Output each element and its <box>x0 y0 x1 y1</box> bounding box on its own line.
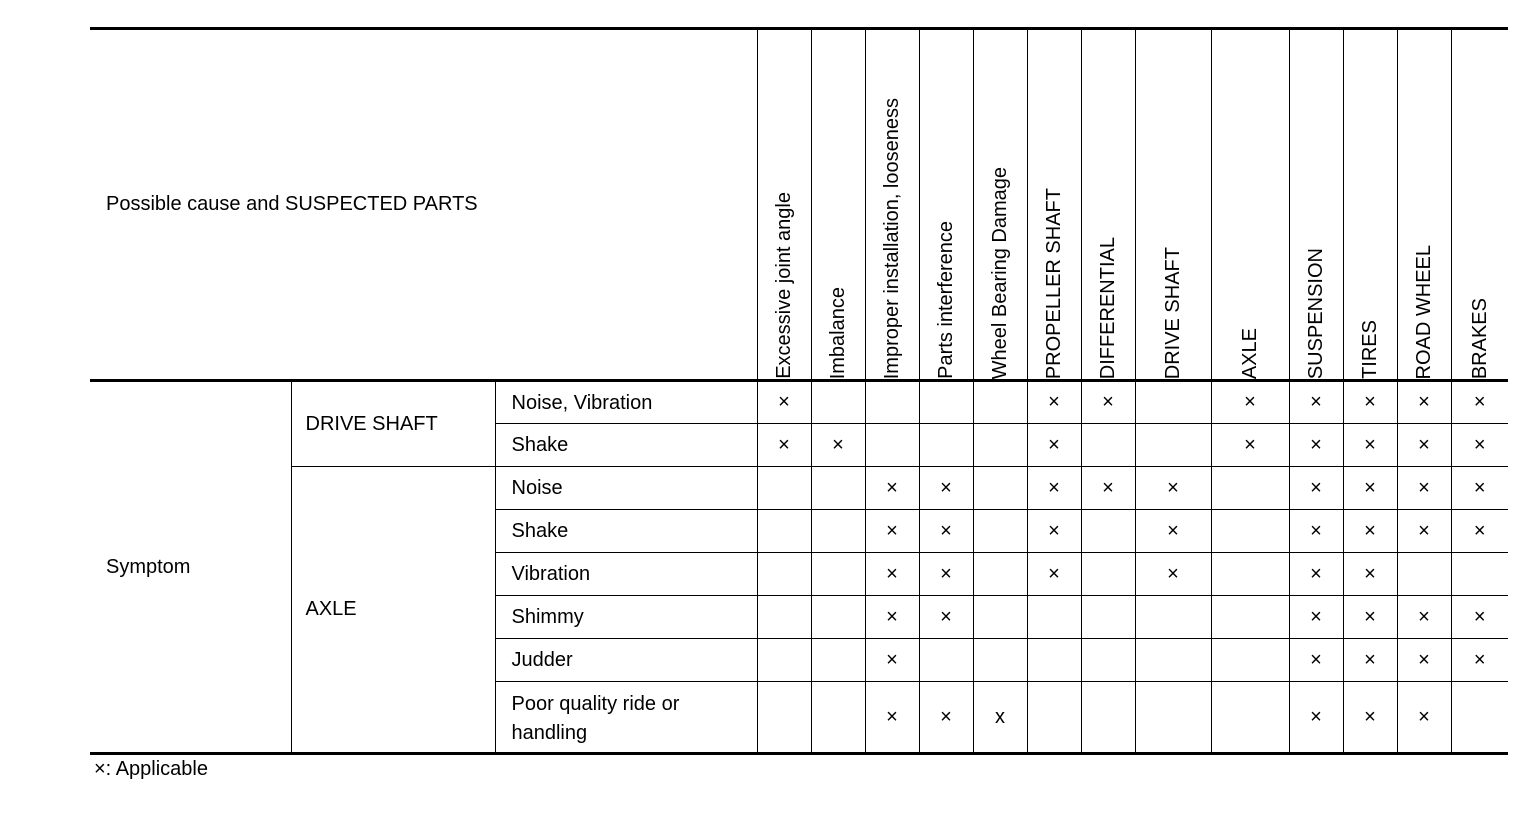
applicable-mark: × <box>865 467 919 510</box>
applicable-mark <box>1135 596 1211 639</box>
column-header-label: AXLE <box>1239 327 1262 379</box>
column-header-label: Parts interference <box>935 221 958 379</box>
applicable-mark <box>865 381 919 424</box>
applicable-mark <box>811 682 865 754</box>
applicable-mark: × <box>919 682 973 754</box>
column-header <box>1343 29 1397 381</box>
applicable-mark <box>973 381 1027 424</box>
header-row <box>90 29 1508 381</box>
header-title: Possible cause and SUSPECTED PARTS <box>90 29 757 381</box>
column-header-label: Imbalance <box>827 286 850 379</box>
applicable-mark: × <box>1451 510 1508 553</box>
applicable-mark <box>919 381 973 424</box>
applicable-mark: × <box>1451 424 1508 467</box>
table-row <box>90 381 1508 424</box>
applicable-mark <box>973 510 1027 553</box>
column-header-label: SUSPENSION <box>1305 247 1328 379</box>
column-header <box>1135 29 1211 381</box>
symptom-label: Shimmy <box>495 596 757 639</box>
applicable-mark: × <box>919 467 973 510</box>
applicable-mark: × <box>1451 381 1508 424</box>
applicable-mark: × <box>1397 424 1451 467</box>
column-header <box>1397 29 1451 381</box>
applicable-mark <box>757 639 811 682</box>
applicable-mark <box>1027 596 1081 639</box>
column-header-label: DRIVE SHAFT <box>1162 246 1185 379</box>
applicable-mark <box>865 424 919 467</box>
applicable-mark: x <box>973 682 1027 754</box>
applicable-mark: × <box>1211 424 1289 467</box>
applicable-mark <box>1081 553 1135 596</box>
column-header <box>1027 29 1081 381</box>
applicable-mark: × <box>1397 510 1451 553</box>
applicable-mark <box>1081 639 1135 682</box>
column-header <box>1211 29 1289 381</box>
column-header-label: TIRES <box>1359 320 1382 379</box>
applicable-mark: × <box>1135 510 1211 553</box>
diagnosis-table <box>90 27 1508 755</box>
applicable-mark <box>1211 596 1289 639</box>
applicable-mark: × <box>757 424 811 467</box>
symptom-label: Poor quality ride or handling <box>495 682 757 754</box>
column-header <box>757 29 811 381</box>
applicable-mark <box>811 639 865 682</box>
applicable-mark <box>811 553 865 596</box>
applicable-mark <box>1211 553 1289 596</box>
applicable-mark <box>811 467 865 510</box>
applicable-mark <box>757 596 811 639</box>
applicable-mark: × <box>1343 381 1397 424</box>
table-row <box>90 467 1508 510</box>
applicable-mark: × <box>865 553 919 596</box>
applicable-mark: × <box>1027 467 1081 510</box>
column-header-label: Improper installation, looseness <box>881 97 904 379</box>
applicable-mark: × <box>1289 596 1343 639</box>
applicable-mark <box>1135 381 1211 424</box>
applicable-mark: × <box>1343 424 1397 467</box>
applicable-mark: × <box>919 510 973 553</box>
applicable-mark: × <box>1289 510 1343 553</box>
applicable-mark: × <box>1289 553 1343 596</box>
column-header <box>865 29 919 381</box>
applicable-mark <box>1211 682 1289 754</box>
applicable-mark: × <box>1289 639 1343 682</box>
applicable-mark: × <box>1397 596 1451 639</box>
applicable-mark <box>1027 639 1081 682</box>
applicable-mark: × <box>1081 381 1135 424</box>
applicable-mark <box>757 553 811 596</box>
applicable-mark: × <box>811 424 865 467</box>
applicable-mark <box>1081 424 1135 467</box>
symptom-label: Judder <box>495 639 757 682</box>
column-header-label: DIFFERENTIAL <box>1097 236 1120 379</box>
applicable-mark <box>757 510 811 553</box>
applicable-mark <box>1081 596 1135 639</box>
applicable-mark: × <box>865 682 919 754</box>
applicable-mark <box>757 467 811 510</box>
applicable-mark <box>1397 553 1451 596</box>
applicable-mark: × <box>1397 381 1451 424</box>
applicable-mark: × <box>1451 467 1508 510</box>
applicable-mark: × <box>865 510 919 553</box>
applicable-mark: × <box>1027 424 1081 467</box>
applicable-mark <box>919 424 973 467</box>
applicable-mark <box>1027 682 1081 754</box>
column-header-label: Excessive joint angle <box>773 192 796 379</box>
applicable-mark: × <box>1397 639 1451 682</box>
applicable-mark: × <box>865 639 919 682</box>
applicable-mark: × <box>1397 467 1451 510</box>
table-body <box>90 381 1508 754</box>
applicable-mark <box>1081 682 1135 754</box>
applicable-mark <box>973 467 1027 510</box>
applicable-mark: × <box>865 596 919 639</box>
column-header-label: BRAKES <box>1468 297 1491 379</box>
applicable-mark <box>1451 553 1508 596</box>
applicable-mark <box>1211 467 1289 510</box>
symptom-label: Noise <box>495 467 757 510</box>
column-header <box>919 29 973 381</box>
applicable-mark: × <box>1289 467 1343 510</box>
applicable-mark: × <box>1397 682 1451 754</box>
applicable-mark: × <box>1211 381 1289 424</box>
applicable-mark: × <box>1343 596 1397 639</box>
group-label: DRIVE SHAFT <box>291 381 495 467</box>
applicable-mark: × <box>919 553 973 596</box>
column-header-label: ROAD WHEEL <box>1413 244 1436 379</box>
symptom-label: Shake <box>495 424 757 467</box>
applicable-mark <box>1135 639 1211 682</box>
applicable-mark <box>973 424 1027 467</box>
applicable-mark: × <box>1289 682 1343 754</box>
applicable-mark: × <box>1289 381 1343 424</box>
applicable-mark: × <box>1343 510 1397 553</box>
applicable-mark: × <box>919 596 973 639</box>
applicable-mark <box>1451 682 1508 754</box>
applicable-mark: × <box>1343 467 1397 510</box>
applicable-mark <box>1135 682 1211 754</box>
column-header-label: PROPELLER SHAFT <box>1043 187 1066 379</box>
applicable-mark: × <box>1135 467 1211 510</box>
applicable-mark: × <box>1135 553 1211 596</box>
applicable-mark <box>1211 510 1289 553</box>
applicable-mark: × <box>1451 639 1508 682</box>
column-header <box>1451 29 1508 381</box>
applicable-mark <box>973 639 1027 682</box>
applicable-mark <box>811 596 865 639</box>
column-header <box>1081 29 1135 381</box>
row-header-symptom: Symptom <box>90 381 291 754</box>
applicable-mark <box>1135 424 1211 467</box>
column-header <box>811 29 865 381</box>
symptom-label: Shake <box>495 510 757 553</box>
applicable-mark: × <box>1027 381 1081 424</box>
applicable-mark <box>811 381 865 424</box>
legend: ×: Applicable <box>94 758 208 780</box>
applicable-mark: × <box>757 381 811 424</box>
applicable-mark <box>973 553 1027 596</box>
applicable-mark <box>1211 639 1289 682</box>
applicable-mark <box>973 596 1027 639</box>
applicable-mark: × <box>1289 424 1343 467</box>
applicable-mark <box>811 510 865 553</box>
applicable-mark: × <box>1343 682 1397 754</box>
group-label: AXLE <box>291 467 495 754</box>
applicable-mark: × <box>1027 510 1081 553</box>
applicable-mark: × <box>1027 553 1081 596</box>
applicable-mark: × <box>1081 467 1135 510</box>
applicable-mark <box>919 639 973 682</box>
applicable-mark <box>1081 510 1135 553</box>
column-header <box>1289 29 1343 381</box>
applicable-mark: × <box>1343 553 1397 596</box>
applicable-mark: × <box>1343 639 1397 682</box>
applicable-mark <box>757 682 811 754</box>
symptom-label: Noise, Vibration <box>495 381 757 424</box>
column-header-label: Wheel Bearing Damage <box>989 166 1012 379</box>
applicable-mark: × <box>1451 596 1508 639</box>
column-header <box>973 29 1027 381</box>
symptom-label: Vibration <box>495 553 757 596</box>
